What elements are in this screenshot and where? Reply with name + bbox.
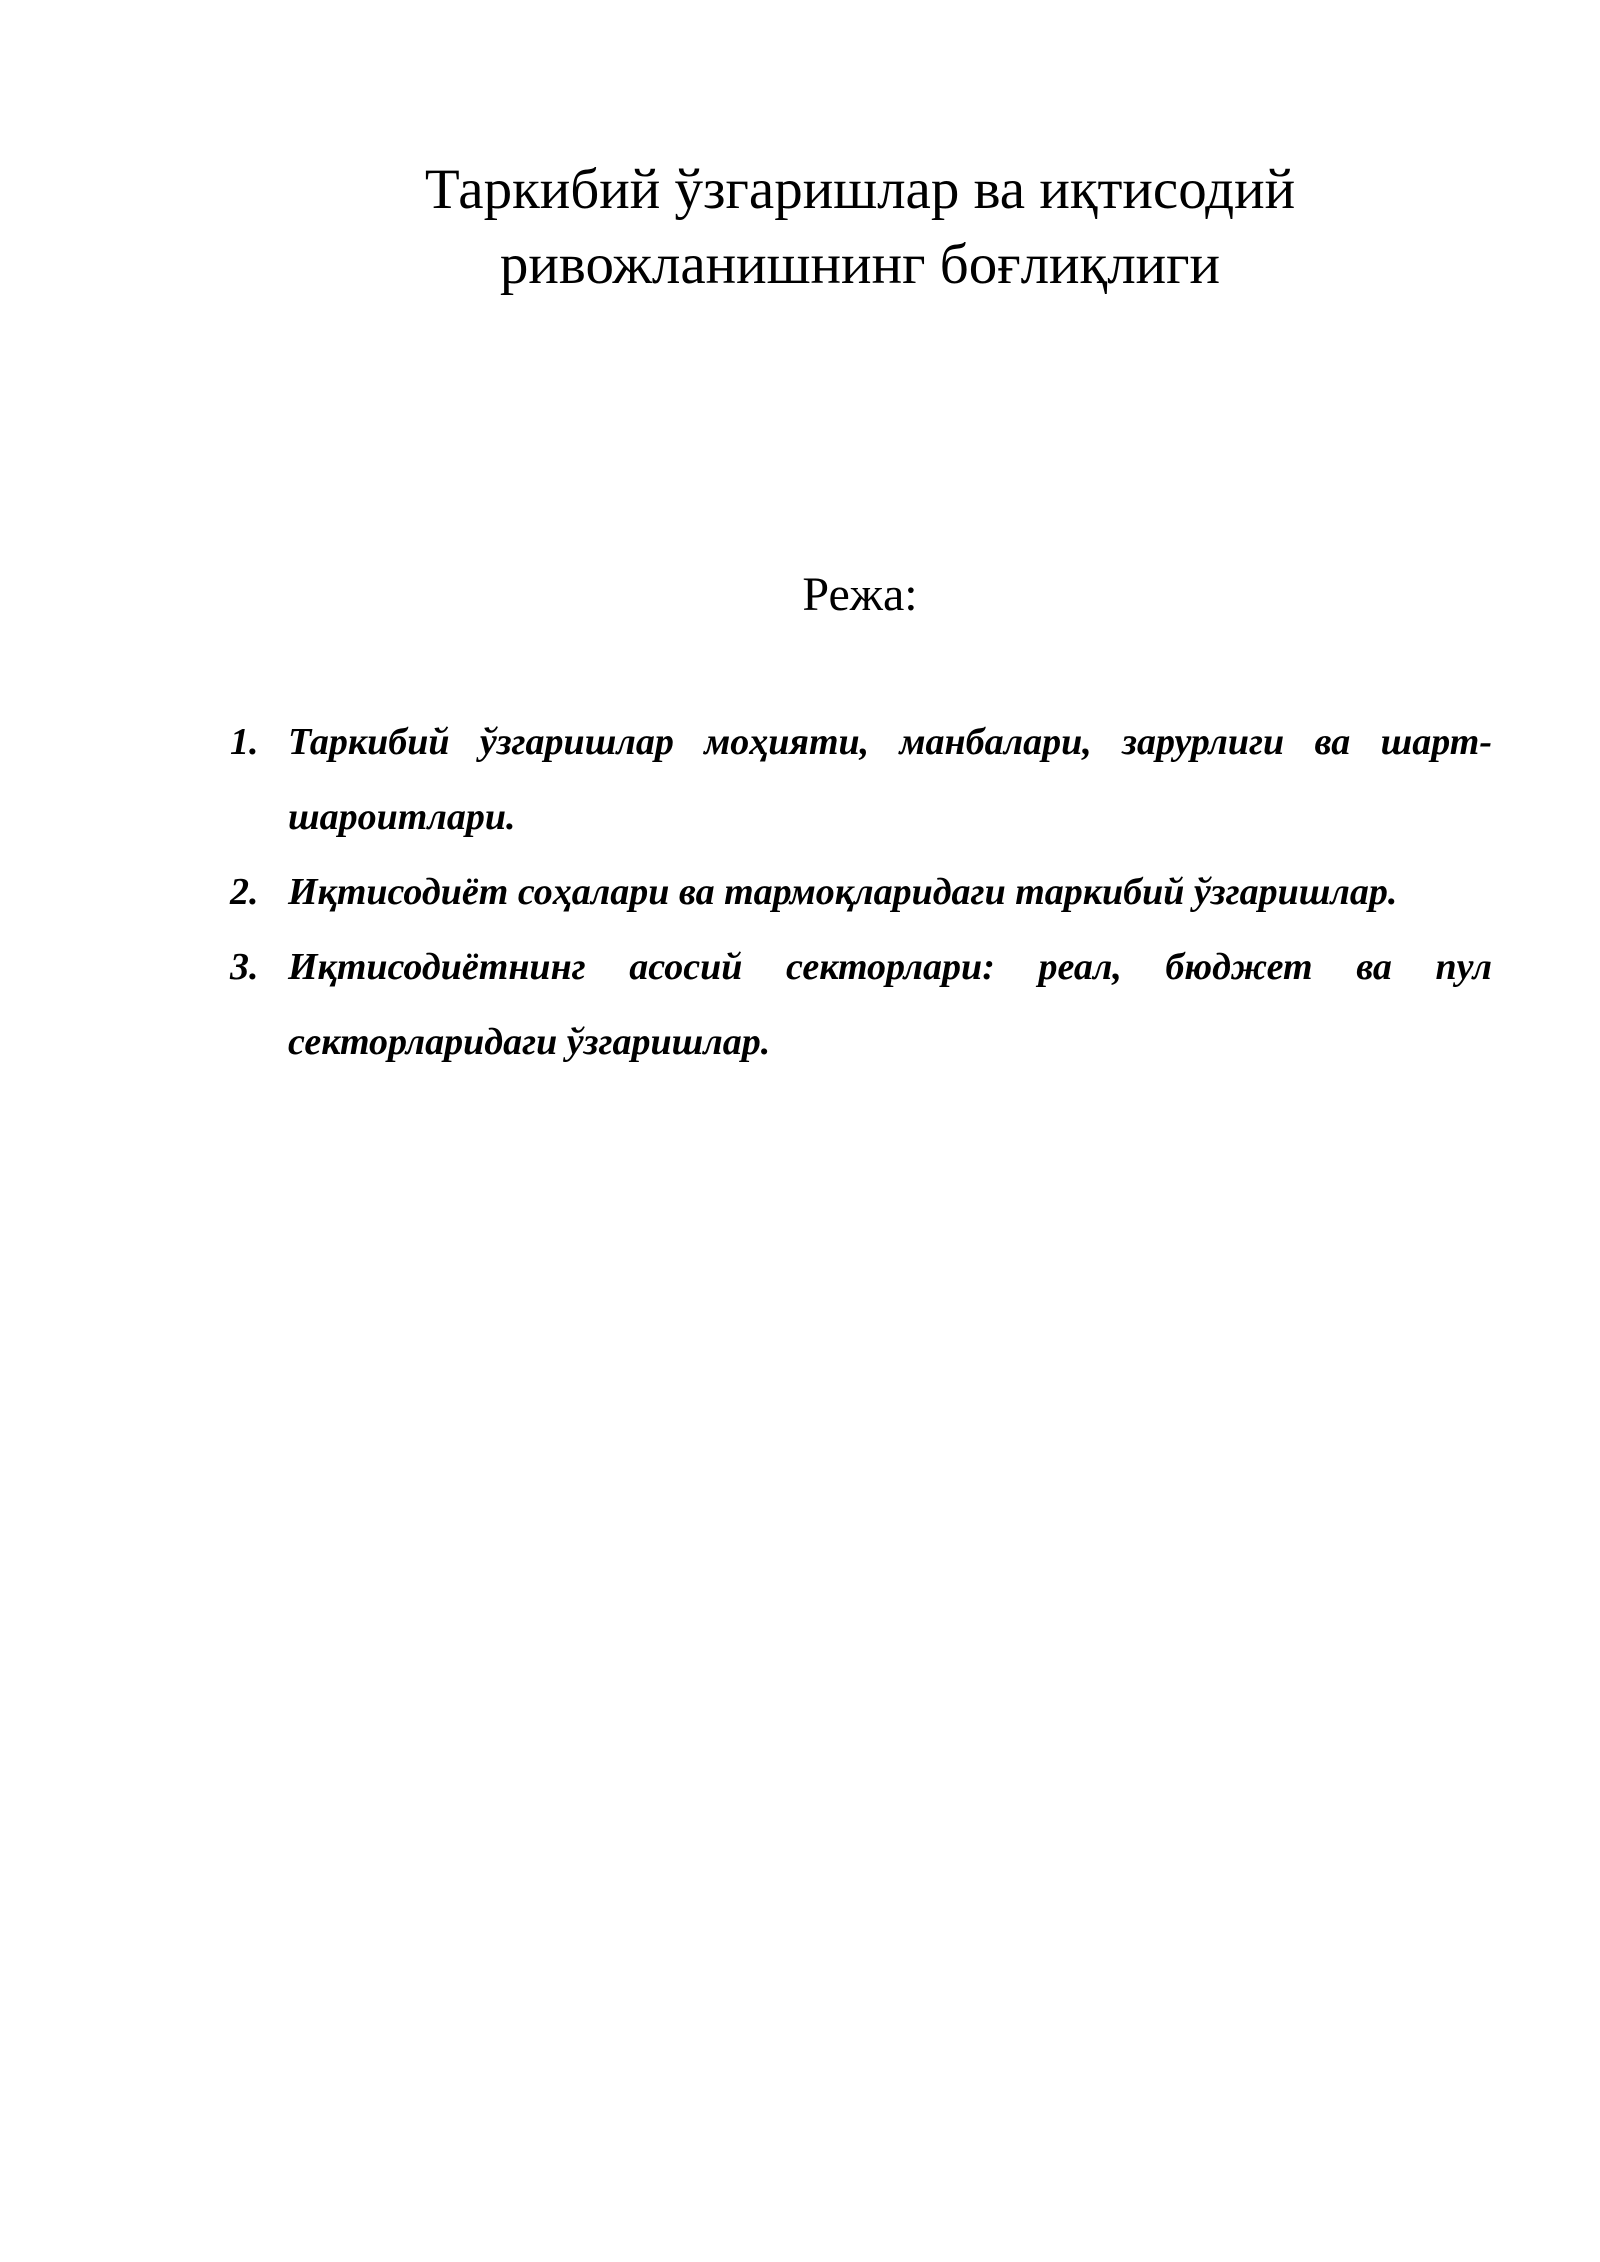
plan-item-number: 1. <box>230 721 259 763</box>
plan-item-number: 2. <box>230 871 259 913</box>
plan-item <box>230 930 1492 1080</box>
plan-item-number: 3. <box>230 946 259 988</box>
plan-list <box>230 705 1492 1080</box>
plan-item-text: Иқтисодиётнинг асосий секторлари: реал, бюджет ва пул секторларидаги ўзгаришлар. <box>288 946 1492 1063</box>
title-line-1: Таркибий ўзгаришлар ва иқтисодий <box>424 158 1296 221</box>
title-line-2: ривожланишнинг боғлиқлиги <box>499 233 1221 296</box>
plan-heading: Режа: <box>802 568 918 621</box>
plan-item-text: Иқтисодиёт соҳалари ва тармоқларидаги таркибий ўзгаришлар. <box>288 871 1398 913</box>
plan-item <box>230 705 1492 855</box>
document-title <box>380 152 1340 302</box>
plan-item <box>230 855 1492 930</box>
plan-item-text: Таркибий ўзгаришлар моҳияти, манбалари, зарурлиги ва шарт-шароитлари. <box>288 721 1492 838</box>
